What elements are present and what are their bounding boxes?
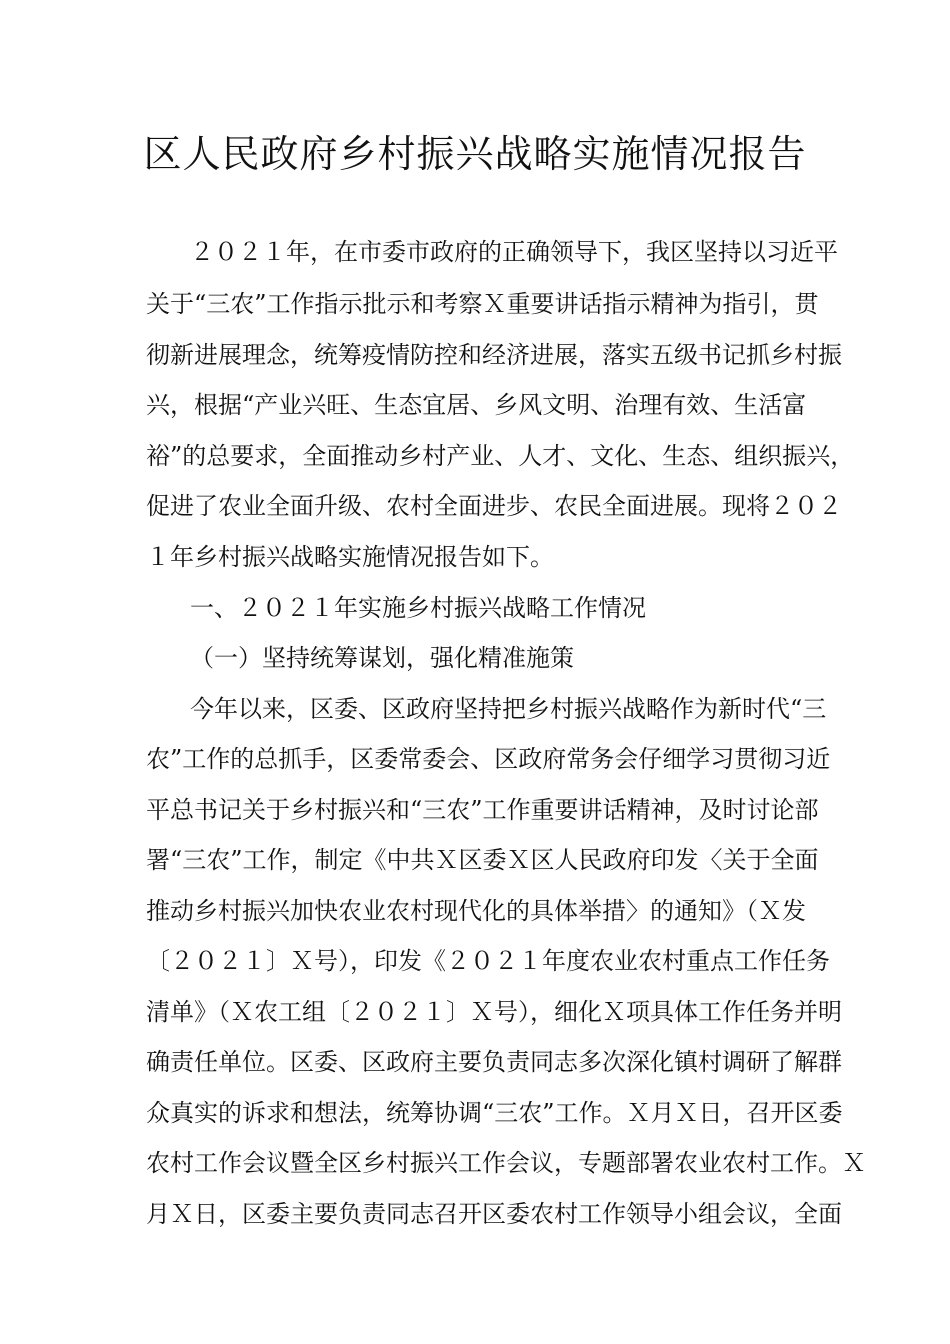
paragraph-line: １年乡村振兴战略实施情况报告如下。 xyxy=(146,543,554,571)
paragraph-line: 农村工作会议暨全区乡村振兴工作会议，专题部署农业农村工作。Ｘ xyxy=(146,1149,866,1177)
paragraph-line: 今年以来，区委、区政府坚持把乡村振兴战略作为新时代“三 xyxy=(190,695,827,723)
paragraph-line: 署“三农”工作，制定《中共Ｘ区委Ｘ区人民政府印发〈关于全面 xyxy=(146,846,819,874)
paragraph-line: 裕”的总要求，全面推动乡村产业、人才、文化、生态、组织振兴， xyxy=(146,442,855,470)
paragraph-line: 确责任单位。区委、区政府主要负责同志多次深化镇村调研了解群 xyxy=(146,1048,842,1076)
paragraph-line: 关于“三农”工作指示批示和考察Ｘ重要讲话指示精神为指引，贯 xyxy=(146,290,819,318)
paragraph-line: 促进了农业全面升级、农村全面进步、农民全面进展。现将２０２ xyxy=(146,492,842,520)
paragraph-line: 平总书记关于乡村振兴和“三农”工作重要讲话精神，及时讨论部 xyxy=(146,796,819,824)
paragraph-line: 兴，根据“产业兴旺、生态宜居、乡风文明、治理有效、生活富 xyxy=(146,391,807,419)
paragraph-line: ２０２１年，在市委市政府的正确领导下，我区坚持以习近平 xyxy=(190,238,838,266)
paragraph-line: 农”工作的总抓手，区委常委会、区政府常务会仔细学习贯彻习近 xyxy=(146,745,831,773)
paragraph-line: 清单》（Ｘ农工组〔２０２１〕Ｘ号），细化Ｘ项具体工作任务并明 xyxy=(146,998,842,1026)
section-heading: 一、２０２１年实施乡村振兴战略工作情况 xyxy=(190,594,646,622)
paragraph-line: 彻新进展理念，统筹疫情防控和经济进展，落实五级书记抓乡村振 xyxy=(146,341,842,369)
paragraph-line: 月Ｘ日，区委主要负责同志召开区委农村工作领导小组会议，全面 xyxy=(146,1200,842,1228)
paragraph-line: 推动乡村振兴加快农业农村现代化的具体举措〉的通知》（Ｘ发 xyxy=(146,897,806,925)
paragraph-line: 众真实的诉求和想法，统筹协调“三农”工作。Ｘ月Ｘ日，召开区委 xyxy=(146,1099,843,1127)
paragraph-line: 〔２０２１〕Ｘ号），印发《２０２１年度农业农村重点工作任务 xyxy=(146,947,830,975)
subsection-heading: （一）坚持统筹谋划，强化精准施策 xyxy=(190,644,574,672)
document-title: 区人民政府乡村振兴战略实施情况报告 xyxy=(143,132,807,176)
